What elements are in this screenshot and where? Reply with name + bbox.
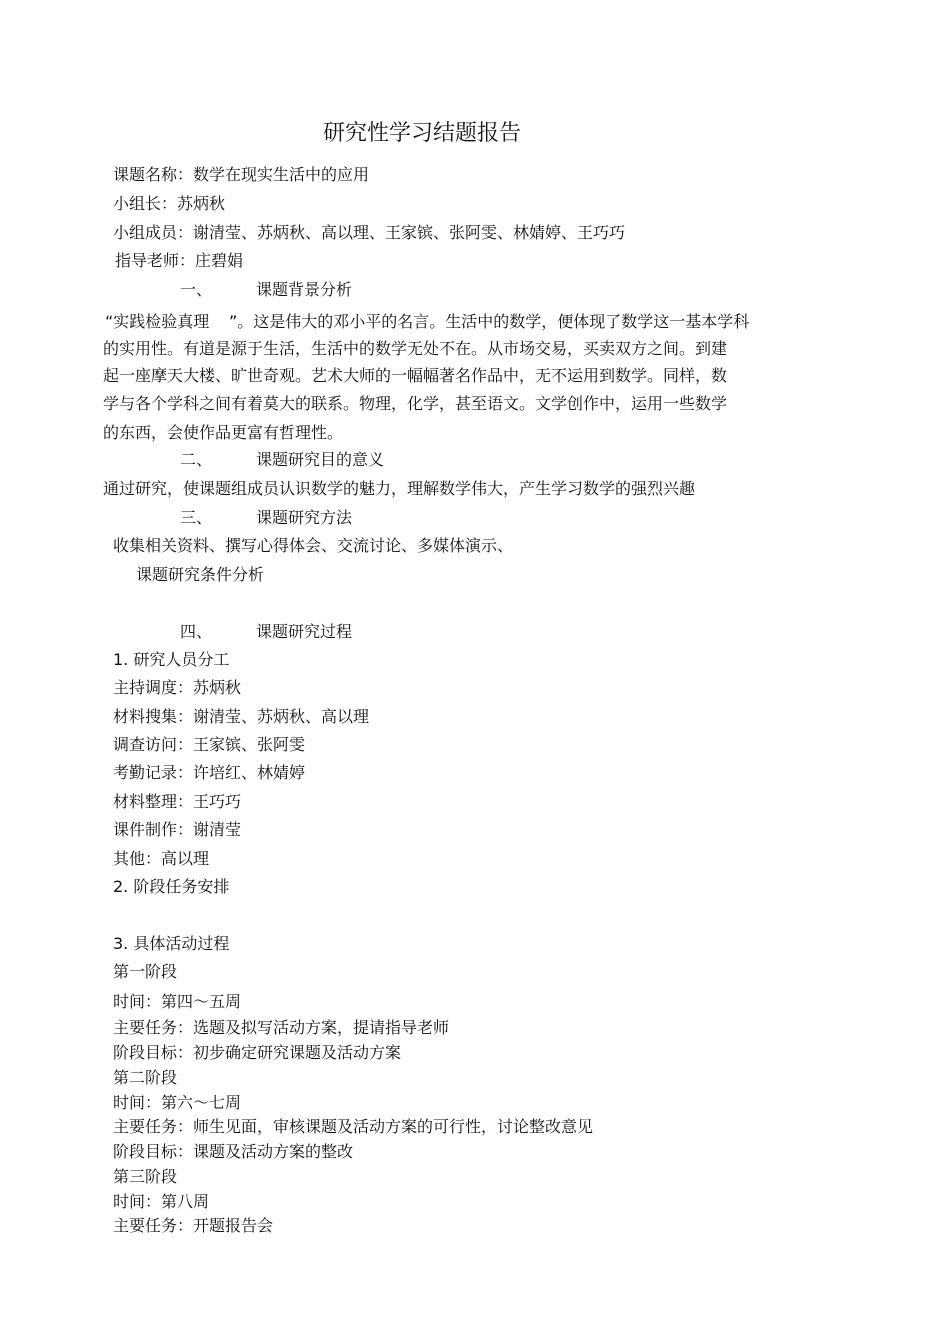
purpose-text: 通过研究，使课题组成员认识数学的魅力，理解数学伟大，产生学习数学的强烈兴趣 <box>103 479 696 498</box>
advisor-line: 指导老师：庄碧娟 <box>115 251 244 270</box>
background-line-1b: ”。这是伟大的邓小平的名言。生活中的数学，便体现了数学这一基本学科 <box>229 312 750 331</box>
schedule-heading: 2. 阶段任务安排 <box>113 877 230 896</box>
role-line: 考勤记录：许培红、林婧婷 <box>113 763 306 782</box>
section-3-number: 三、 <box>180 508 213 527</box>
stage-name: 第二阶段 <box>113 1068 178 1087</box>
section-3-title: 课题研究方法 <box>256 508 353 527</box>
members-line: 小组成员：谢清莹、苏炳秋、高以理、王家镔、张阿雯、林婧婷、王巧巧 <box>113 223 626 242</box>
stage-goal: 阶段目标：课题及活动方案的整改 <box>113 1142 354 1161</box>
stage-task: 主要任务：开题报告会 <box>113 1216 274 1235</box>
stage-name: 第一阶段 <box>113 962 178 981</box>
topic-line: 课题名称：数学在现实生活中的应用 <box>113 165 370 184</box>
stage-time: 时间：第八周 <box>113 1192 210 1211</box>
stage-name: 第三阶段 <box>113 1167 178 1186</box>
background-line-2: 的实用性。有道是源于生活，生活中的数学无处不在。从市场交易，买卖双方之间。到建 <box>103 339 728 358</box>
section-2-title: 课题研究目的意义 <box>256 450 385 469</box>
staff-heading: 1. 研究人员分工 <box>113 650 230 669</box>
stage-time: 时间：第六～七周 <box>113 1093 242 1112</box>
stage-goal: 阶段目标：初步确定研究课题及活动方案 <box>113 1043 402 1062</box>
role-line: 调查访问：王家镔、张阿雯 <box>113 735 306 754</box>
section-1-title: 课题背景分析 <box>256 280 353 299</box>
background-line-3: 起一座摩天大楼、旷世奇观。艺术大师的一幅幅著名作品中，无不运用到数学。同样，数 <box>103 366 728 385</box>
background-line-1a: “实践检验真理 <box>105 312 210 331</box>
role-line: 主持调度：苏炳秋 <box>113 678 242 697</box>
section-4-number: 四、 <box>180 622 213 641</box>
role-line: 课件制作：谢清莹 <box>113 820 242 839</box>
conditions-heading: 课题研究条件分析 <box>136 565 265 584</box>
methods-text: 收集相关资料、撰写心得体会、交流讨论、多媒体演示、 <box>113 536 514 555</box>
section-1-number: 一、 <box>180 280 213 299</box>
page-title: 研究性学习结题报告 <box>323 121 522 146</box>
section-4-title: 课题研究过程 <box>256 622 353 641</box>
background-line-4: 学与各个学科之间有着莫大的联系。物理，化学，甚至语文。文学创作中，运用一些数学 <box>103 394 728 413</box>
leader-line: 小组长：苏炳秋 <box>113 194 226 213</box>
role-line: 材料整理：王巧巧 <box>113 792 242 811</box>
stage-time: 时间：第四～五周 <box>113 992 242 1011</box>
activity-heading: 3. 具体活动过程 <box>113 934 230 953</box>
role-line: 材料搜集：谢清莹、苏炳秋、高以理 <box>113 707 370 726</box>
stage-task: 主要任务：师生见面，审核课题及活动方案的可行性，讨论整改意见 <box>113 1117 594 1136</box>
section-2-number: 二、 <box>180 450 213 469</box>
background-line-5: 的东西，会使作品更富有哲理性。 <box>103 423 344 442</box>
role-line: 其他：高以理 <box>113 849 210 868</box>
stage-task: 主要任务：选题及拟写活动方案，提请指导老师 <box>113 1018 450 1037</box>
